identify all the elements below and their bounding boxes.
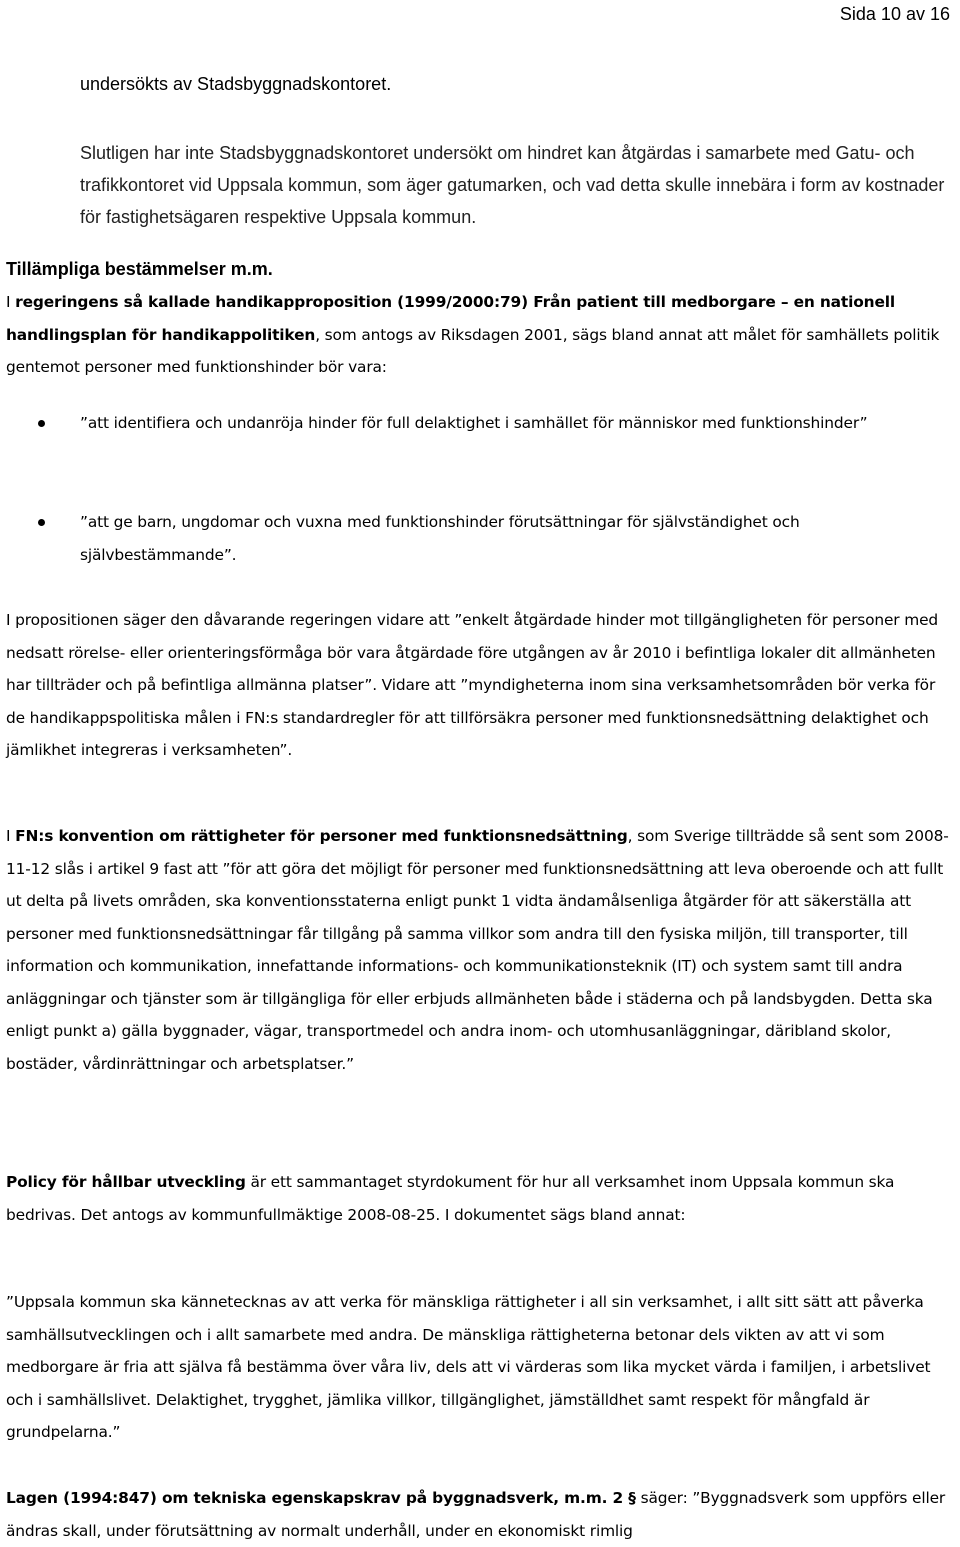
paragraph-regering bbox=[6, 286, 956, 384]
paragraph-regering-pre: I bbox=[6, 293, 16, 311]
page-number: Sida 10 av 16 bbox=[839, 4, 950, 24]
bullet-text: ”att identifiera och undanröja hinder för full delaktighet i samhället för människor med funktionshinder” bbox=[80, 414, 868, 432]
paragraph-policy bbox=[6, 1166, 956, 1231]
handikapproposition-title: regeringens så kallade handikapproposition (1999/2000:79) Från patient till medborgare – en nationell handlingsplan för handikappolitiken bbox=[6, 293, 896, 344]
paragraph-fn-pre: I bbox=[6, 827, 16, 845]
intro-line: undersökts av Stadsbyggnadskontoret. bbox=[80, 74, 392, 94]
bullet-icon bbox=[38, 420, 45, 427]
bullet-text: ”att ge barn, ungdomar och vuxna med funktionshinder förutsättningar för självständighet och självbestämmande”. bbox=[80, 513, 800, 564]
paragraph-lagen bbox=[6, 1482, 956, 1547]
lagen-title: Lagen (1994:847) om tekniska egenskapskrav på byggnadsverk, m.m. 2 § bbox=[6, 1489, 636, 1507]
bullet-icon bbox=[38, 519, 45, 526]
policy-title: Policy för hållbar utveckling bbox=[6, 1173, 246, 1191]
paragraph-regering-post: , som antogs av Riksdagen 2001, sägs bland annat att målet för samhällets politik gentemot personer med funktionshinder bör vara: bbox=[6, 325, 940, 376]
paragraph-fn-convention bbox=[6, 820, 956, 1080]
quote-uppsala: ”Uppsala kommun ska kännetecknas av att verka för mänskliga rättigheter i all sin verksamhet, i allt sitt sätt att påverka samhällsutvecklingen och i allt samarbete med andra. De mänskliga rättigheterna betonar dels vikten av att vi som medborgare är fria att själva få bestämma över våra liv, dels att vi värderas som lika mycket värda i familjen, i arbetslivet och i samhällslivet. Delaktighet, trygghet, jämlika villkor, tillgänglighet, jämställdhet samt respekt för mångfald är grundpelarna.” bbox=[6, 1293, 931, 1441]
paragraph-lagen-post: säger: ”Byggnadsverk som uppförs eller ändras skall, under förutsättning av normalt underhåll, under en ekonomiskt rimlig bbox=[6, 1489, 946, 1540]
paragraph-fn-post: , som Sverige tillträdde så sent som 2008-11-12 slås i artikel 9 fast att ”för att göra det möjligt för personer med funktionsnedsättning att leva oberoende och att fullt ut delta på livets områden, ska konventionsstaterna enligt punkt 1 vidta ändamålsenliga åtgärder för att säkerställa att personer med funktionsnedsättningar får tillgång på samma villkor som andra till den fysiska miljön, till transporter, till information och kommunikation, innefattande informations- och kommunikationsteknik (IT) och system samt till andra anläggningar och tjänster som är tillgängliga för eller erbjuds allmänheten både i städerna och på landsbygden. Detta ska enligt punkt a) gälla byggnader, vägar, transportmedel och andra inom- och utomhusanläggningar, däribland skolor, bostäder, vårdinrättningar och arbetsplatser.” bbox=[6, 827, 949, 1073]
paragraph-proposition: I propositionen säger den dåvarande regeringen vidare att ”enkelt åtgärdade hinder mot tillgängligheten för personer med nedsatt rörelse- eller orienteringsförmåga bör vara åtgärdade före utgången av år 2010 i befintliga lokaler dit allmänheten har tillträder och på befintliga allmänna platser”. Vidare att ”myndigheterna inom sina verksamhetsområden bör verka för de handikappspolitiska målen i FN:s standardregler för att tillförsäkra personer med funktionsnedsättning delaktighet och jämlikhet integreras i verksamheten”. bbox=[6, 611, 939, 759]
section-heading: Tillämpliga bestämmelser m.m. bbox=[6, 259, 273, 279]
paragraph-policy-post: är ett sammantaget styrdokument för hur all verksamhet inom Uppsala kommun ska bedrivas. Det antogs av kommunfullmäktige 2008-08-25. I dokumentet sägs bland annat: bbox=[6, 1173, 895, 1224]
paragraph-slutligen: Slutligen har inte Stadsbyggnadskontoret undersökt om hindret kan åtgärdas i samarbete med Gatu- och trafikkontoret vid Uppsala kommun, som äger gatumarken, och vad detta skulle innebära i form av kostnader för fastighetsägaren respektive Uppsala kommun. bbox=[80, 143, 945, 227]
fn-convention-title: FN:s konvention om rättigheter för personer med funktionsnedsättning bbox=[15, 827, 628, 845]
